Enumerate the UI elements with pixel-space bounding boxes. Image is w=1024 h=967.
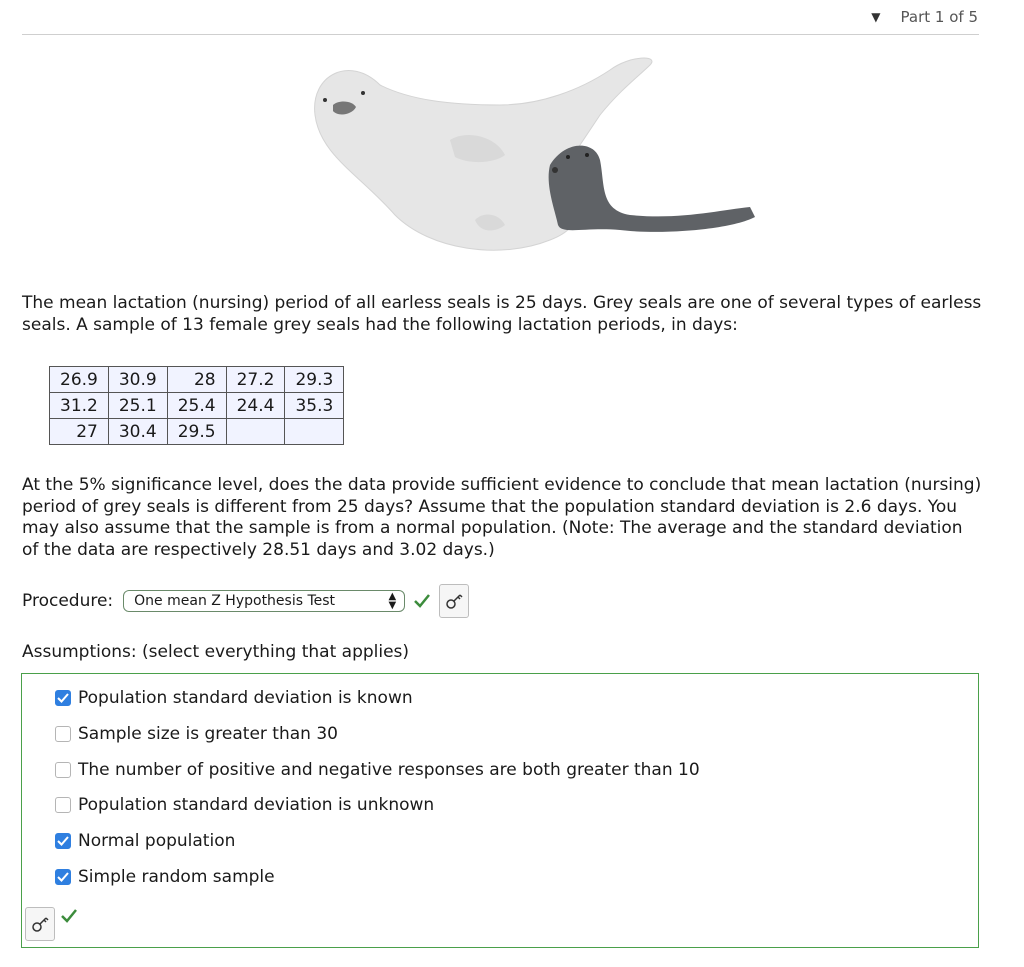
part-navigator[interactable] bbox=[871, 8, 978, 26]
table-cell: 28 bbox=[167, 367, 226, 393]
checkbox-unchecked-icon[interactable] bbox=[55, 726, 71, 742]
assumption-option[interactable] bbox=[55, 760, 700, 780]
table-cell: 24.4 bbox=[226, 393, 285, 419]
data-table bbox=[49, 366, 344, 445]
table-cell: 29.3 bbox=[285, 367, 344, 393]
assumption-label: Simple random sample bbox=[78, 867, 275, 887]
procedure-answer-key-button[interactable] bbox=[439, 584, 469, 618]
table-cell: 30.4 bbox=[108, 419, 167, 445]
table-cell: 25.4 bbox=[167, 393, 226, 419]
table-row bbox=[50, 367, 344, 393]
key-icon bbox=[30, 914, 50, 934]
checkbox-checked-icon[interactable] bbox=[55, 869, 71, 885]
assumption-label: Normal population bbox=[78, 831, 236, 851]
table-cell: 35.3 bbox=[285, 393, 344, 419]
table-cell bbox=[226, 419, 285, 445]
table-cell: 27.2 bbox=[226, 367, 285, 393]
assumptions-heading: Assumptions: (select everything that applies) bbox=[22, 642, 410, 662]
checkmark-icon bbox=[413, 593, 431, 609]
procedure-label: Procedure: bbox=[22, 591, 114, 611]
part-label: Part 1 of 5 bbox=[900, 8, 978, 26]
assumption-option[interactable] bbox=[55, 867, 275, 887]
assumption-option[interactable] bbox=[55, 724, 338, 744]
checkbox-checked-icon[interactable] bbox=[55, 690, 71, 706]
dropdown-triangle-icon[interactable]: ▼ bbox=[871, 10, 881, 24]
table-cell: 26.9 bbox=[50, 367, 109, 393]
assumption-option[interactable] bbox=[55, 795, 434, 815]
assumption-option[interactable] bbox=[55, 688, 413, 708]
procedure-row bbox=[22, 584, 469, 618]
key-icon bbox=[444, 591, 464, 611]
assumption-option[interactable] bbox=[55, 831, 235, 851]
divider bbox=[22, 34, 979, 35]
table-cell: 31.2 bbox=[50, 393, 109, 419]
assumptions-panel bbox=[21, 673, 979, 948]
assumption-label: Population standard deviation is unknown bbox=[78, 795, 435, 815]
problem-intro: The mean lactation (nursing) period of all earless seals is 25 days. Grey seals are one of several types of earless seals. A sample of 13 female grey seals had the following lactation periods, in days: bbox=[22, 293, 982, 335]
procedure-selected-value: One mean Z Hypothesis Test bbox=[134, 593, 336, 609]
table-cell bbox=[285, 419, 344, 445]
table-row bbox=[50, 393, 344, 419]
table-cell: 27 bbox=[50, 419, 109, 445]
table-cell: 25.1 bbox=[108, 393, 167, 419]
checkmark-icon bbox=[60, 908, 78, 924]
problem-question: At the 5% significance level, does the data provide sufficient evidence to conclude that mean lactation (nursing) period of grey seals is different from 25 days? Assume that the population standard deviation is 2.6 days. You may also assume that the sample is from a normal population. (Note: The average and the standard deviation of the data are respectively 28.51 days and 3.02 days.) bbox=[22, 475, 982, 560]
table-row bbox=[50, 419, 344, 445]
procedure-select[interactable] bbox=[123, 590, 405, 612]
assumption-label: Population standard deviation is known bbox=[78, 688, 413, 708]
assumptions-answer-key-button[interactable] bbox=[25, 907, 55, 941]
assumption-label: Sample size is greater than 30 bbox=[78, 724, 338, 744]
table-cell: 29.5 bbox=[167, 419, 226, 445]
select-arrows-icon: ▲ ▼ bbox=[388, 591, 397, 611]
table-cell: 30.9 bbox=[108, 367, 167, 393]
assumption-label: The number of positive and negative responses are both greater than 10 bbox=[78, 760, 700, 780]
seal-illustration bbox=[300, 45, 770, 265]
checkbox-unchecked-icon[interactable] bbox=[55, 797, 71, 813]
checkbox-checked-icon[interactable] bbox=[55, 833, 71, 849]
checkbox-unchecked-icon[interactable] bbox=[55, 762, 71, 778]
